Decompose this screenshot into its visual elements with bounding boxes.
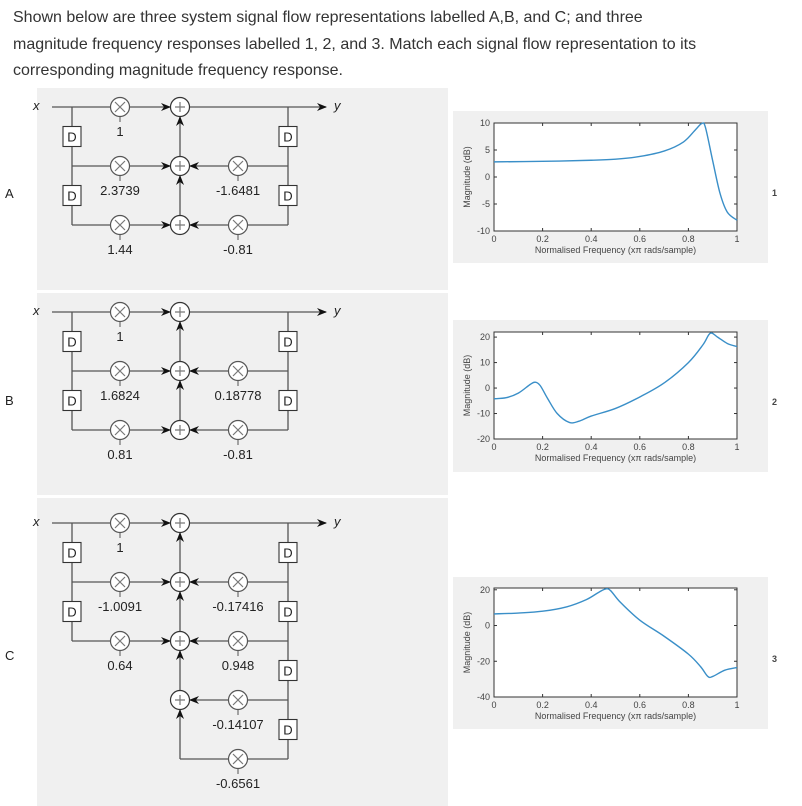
coefficient-b2: 1.44 [107, 242, 133, 257]
signal-flow-diagram-b [5, 293, 448, 495]
delay-block [63, 543, 81, 563]
x-tick-label: 0.2 [536, 234, 549, 244]
x-tick-label: 0 [491, 700, 497, 710]
y-tick-label: 0 [484, 172, 490, 182]
delay-block [63, 332, 81, 352]
magnitude-response-chart-1 [453, 111, 777, 263]
coefficient-a2: 0.948 [221, 658, 255, 673]
adder-icon [171, 157, 190, 176]
x-tick-label: 0 [491, 234, 497, 244]
x-tick-label: 0.6 [633, 234, 647, 244]
signal-flow-diagram-c [5, 498, 448, 806]
plot-area [494, 588, 737, 697]
y-tick-label: 10 [479, 357, 490, 368]
x-tick-label: 0.2 [536, 700, 549, 710]
y-tick-label: -10 [476, 408, 490, 419]
adder-icon [171, 362, 190, 381]
y-tick-label: 20 [479, 584, 490, 595]
delay-block [63, 602, 81, 622]
input-label: x [33, 98, 40, 113]
adder-icon [171, 691, 190, 710]
x-tick-label: 1 [734, 442, 740, 452]
x-tick-label: 0.4 [584, 234, 598, 244]
y-tick-label: -40 [476, 692, 490, 702]
y-tick-label: 5 [484, 145, 490, 155]
y-tick-label: -10 [476, 226, 490, 236]
output-label: y [334, 303, 341, 318]
delay-label: D [67, 334, 77, 350]
delay-block [279, 127, 297, 147]
magnitude-response-chart-2 [453, 320, 777, 472]
adder-icon [171, 303, 190, 322]
adder-icon [171, 98, 190, 117]
response-label: 2 [772, 397, 778, 407]
x-axis-label: Normalised Frequency (xπ rads/sample) [534, 453, 697, 463]
diagram-label: A [5, 186, 14, 201]
coefficient-a1: 0.18778 [214, 388, 262, 403]
y-axis-label: Magnitude (dB) [462, 611, 472, 674]
delay-label: D [283, 604, 293, 620]
signal-flow-diagram-a [5, 88, 448, 290]
x-tick-label: 0.6 [633, 700, 647, 710]
delay-block [63, 391, 81, 411]
coefficient-b2: 0.81 [107, 447, 133, 462]
coefficient-a1: -0.17416 [212, 599, 264, 614]
plot-area [494, 123, 737, 231]
input-label: x [33, 303, 40, 318]
response-label: 3 [772, 654, 778, 664]
delay-block [63, 186, 81, 206]
input-label: x [33, 514, 40, 529]
delay-label: D [283, 188, 293, 204]
x-tick-label: 0.4 [584, 442, 598, 452]
y-tick-label: 0 [484, 620, 490, 631]
delay-block [279, 332, 297, 352]
y-tick-label: 0 [484, 383, 490, 394]
x-tick-label: 0.6 [633, 442, 647, 452]
x-axis-label: Normalised Frequency (xπ rads/sample) [534, 711, 697, 721]
coefficient-a2: -0.81 [223, 242, 253, 257]
x-tick-label: 1 [734, 700, 740, 710]
delay-label: D [283, 545, 293, 561]
diagram-label: B [5, 393, 14, 408]
coefficient-a1: -1.6481 [215, 183, 261, 198]
delay-label: D [283, 663, 293, 679]
coefficient-a2: -0.81 [223, 447, 253, 462]
output-label: y [334, 98, 341, 113]
coefficient-b1: 1.6824 [100, 388, 140, 403]
delay-block [279, 391, 297, 411]
coefficient-b0: 1 [116, 329, 124, 344]
delay-label: D [67, 604, 77, 620]
output-label: y [334, 514, 341, 529]
adder-icon [171, 632, 190, 651]
coefficient-b1: 2.3739 [100, 183, 140, 198]
delay-block [63, 127, 81, 147]
x-tick-label: 0.4 [584, 700, 598, 710]
delay-label: D [67, 129, 77, 145]
x-tick-label: 0.2 [536, 442, 549, 452]
x-tick-label: 1 [734, 234, 740, 244]
y-axis-label: Magnitude (dB) [462, 354, 472, 417]
adder-icon [171, 573, 190, 592]
delay-label: D [283, 722, 293, 738]
adder-icon [171, 216, 190, 235]
delay-label: D [67, 188, 77, 204]
y-tick-label: 20 [479, 332, 490, 343]
delay-block [279, 602, 297, 622]
coefficient-b0: 1 [116, 124, 124, 139]
x-tick-label: 0.8 [682, 234, 695, 244]
coefficient-tail: -0.6561 [215, 776, 261, 791]
delay-block [279, 720, 297, 740]
coefficient-b2: 0.64 [107, 658, 133, 673]
y-tick-label: -20 [476, 434, 490, 444]
y-tick-label: 10 [479, 118, 490, 128]
delay-label: D [67, 393, 77, 409]
y-tick-label: -20 [476, 656, 490, 667]
x-axis-label: Normalised Frequency (xπ rads/sample) [534, 245, 697, 255]
x-tick-label: 0.8 [682, 700, 695, 710]
magnitude-response-chart-3 [453, 577, 777, 729]
coefficient-a3: -0.14107 [212, 717, 264, 732]
adder-icon [171, 514, 190, 533]
x-tick-label: 0.8 [682, 442, 695, 452]
delay-block [279, 543, 297, 563]
question-text: Shown below are three system signal flow representations labelled A,B, and C; and three magnitude frequency responses labelled 1, 2, and 3. Match each signal flow representation to its corresponding magnitude frequency response. [13, 9, 697, 79]
x-tick-label: 0 [491, 442, 497, 452]
diagram-label: C [5, 648, 15, 663]
coefficient-b0: 1 [116, 540, 124, 555]
delay-label: D [283, 393, 293, 409]
response-label: 1 [772, 188, 778, 198]
delay-label: D [283, 129, 293, 145]
delay-label: D [283, 334, 293, 350]
coefficient-b1: -1.0091 [97, 599, 143, 614]
delay-block [279, 661, 297, 681]
delay-block [279, 186, 297, 206]
adder-icon [171, 421, 190, 440]
y-tick-label: -5 [481, 199, 490, 209]
y-axis-label: Magnitude (dB) [462, 146, 472, 208]
delay-label: D [67, 545, 77, 561]
